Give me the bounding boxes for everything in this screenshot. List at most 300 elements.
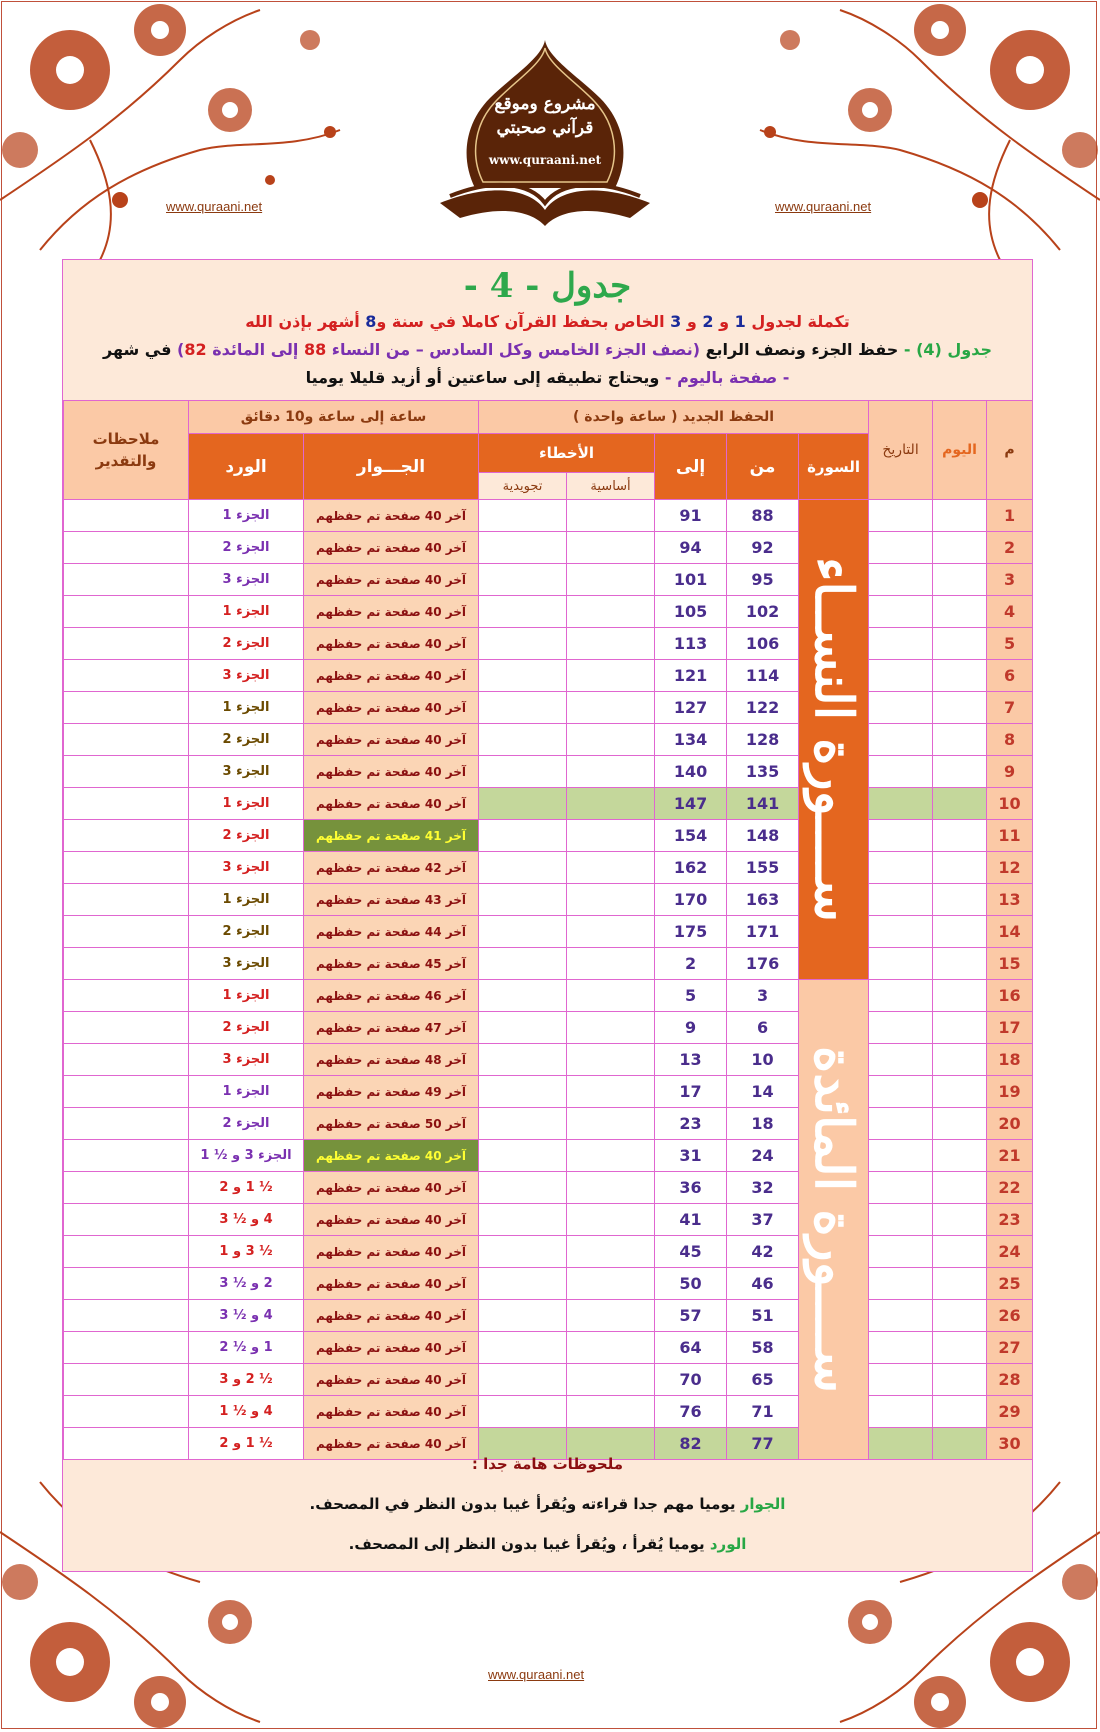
basic-mistakes-cell[interactable] (567, 532, 655, 564)
tajweed-mistakes-cell[interactable] (479, 884, 567, 916)
col-date: التاريخ (869, 401, 933, 500)
row-number: 29 (987, 1396, 1033, 1428)
floral-corner-top-right (720, 0, 1100, 260)
notes-cell[interactable] (64, 1108, 189, 1140)
wird-cell: الجزء 1 (189, 980, 304, 1012)
day-cell[interactable] (933, 564, 987, 596)
date-cell[interactable] (869, 1332, 933, 1364)
tajweed-mistakes-cell[interactable] (479, 1236, 567, 1268)
table-row (64, 1044, 1033, 1076)
notes-cell[interactable] (64, 1076, 189, 1108)
day-cell[interactable] (933, 596, 987, 628)
note-jiwar: الجوار يوميا مهم جدا قراءته ويُقرأ غيبا بدون النظر في المصحف. (309, 1495, 786, 1513)
date-cell[interactable] (869, 884, 933, 916)
notes-cell[interactable] (64, 884, 189, 916)
to-page: 127 (655, 692, 727, 724)
date-cell[interactable] (869, 852, 933, 884)
to-page: 41 (655, 1204, 727, 1236)
notes-cell[interactable] (64, 1268, 189, 1300)
from-page: 10 (727, 1044, 799, 1076)
basic-mistakes-cell[interactable] (567, 916, 655, 948)
tajweed-mistakes-cell[interactable] (479, 660, 567, 692)
tajweed-mistakes-cell[interactable] (479, 1044, 567, 1076)
tajweed-mistakes-cell[interactable] (479, 564, 567, 596)
day-cell[interactable] (933, 1268, 987, 1300)
notes-cell[interactable] (64, 660, 189, 692)
basic-mistakes-cell[interactable] (567, 1012, 655, 1044)
tajweed-mistakes-cell[interactable] (479, 1076, 567, 1108)
wird-cell: الجزء 1 (189, 500, 304, 532)
basic-mistakes-cell[interactable] (567, 1140, 655, 1172)
tajweed-mistakes-cell[interactable] (479, 756, 567, 788)
day-cell[interactable] (933, 532, 987, 564)
from-page: 51 (727, 1300, 799, 1332)
col-wird: الورد (189, 434, 304, 500)
day-cell[interactable] (933, 1364, 987, 1396)
schedule-table-wrap (63, 400, 1032, 1460)
note-wird: الورد يوميا يُقرأ ، ويُقرأ غيبا بدون النظر إلى المصحف. (348, 1535, 747, 1553)
row-number: 8 (987, 724, 1033, 756)
wird-cell: الجزء 1 (189, 884, 304, 916)
wird-cell: ½ 3 و 1 (189, 1236, 304, 1268)
day-cell[interactable] (933, 1076, 987, 1108)
jiwar-cell: آخر 40 صفحة تم حفظهم (304, 564, 479, 596)
table-row (64, 852, 1033, 884)
jiwar-cell: آخر 40 صفحة تم حفظهم (304, 500, 479, 532)
notes-cell[interactable] (64, 756, 189, 788)
notes-cell[interactable] (64, 852, 189, 884)
row-number: 3 (987, 564, 1033, 596)
to-page: 2 (655, 948, 727, 980)
row-number: 21 (987, 1140, 1033, 1172)
table-row (64, 1172, 1033, 1204)
to-page: 162 (655, 852, 727, 884)
date-cell[interactable] (869, 1012, 933, 1044)
day-cell[interactable] (933, 916, 987, 948)
day-cell[interactable] (933, 1044, 987, 1076)
table-row (64, 1204, 1033, 1236)
tajweed-mistakes-cell[interactable] (479, 916, 567, 948)
tajweed-mistakes-cell[interactable] (479, 724, 567, 756)
day-cell[interactable] (933, 1332, 987, 1364)
day-cell[interactable] (933, 948, 987, 980)
from-page: 95 (727, 564, 799, 596)
jiwar-cell: آخر 40 صفحة تم حفظهم (304, 692, 479, 724)
tajweed-mistakes-cell[interactable] (479, 1108, 567, 1140)
row-number: 7 (987, 692, 1033, 724)
tajweed-mistakes-cell[interactable] (479, 532, 567, 564)
date-cell[interactable] (869, 724, 933, 756)
basic-mistakes-cell[interactable] (567, 692, 655, 724)
jiwar-cell: آخر 40 صفحة تم حفظهم (304, 724, 479, 756)
to-page: 101 (655, 564, 727, 596)
col-mistakes: الأخطاء (479, 434, 655, 473)
jiwar-cell: آخر 45 صفحة تم حفظهم (304, 948, 479, 980)
wird-cell: الجزء 2 (189, 1012, 304, 1044)
wird-cell: الجزء 3 (189, 564, 304, 596)
row-number: 27 (987, 1332, 1033, 1364)
basic-mistakes-cell[interactable] (567, 660, 655, 692)
table-row (64, 596, 1033, 628)
surah-maidah-label: ســــورة المائدة (799, 980, 869, 1460)
jiwar-cell: آخر 40 صفحة تم حفظهم (304, 660, 479, 692)
date-cell[interactable] (869, 628, 933, 660)
tajweed-mistakes-cell[interactable] (479, 948, 567, 980)
day-cell[interactable] (933, 820, 987, 852)
wird-cell: الجزء 3 و ½ 1 (189, 1140, 304, 1172)
wird-cell: ½ 2 و 3 (189, 1364, 304, 1396)
jiwar-cell: آخر 40 صفحة تم حفظهم (304, 1396, 479, 1428)
tajweed-mistakes-cell[interactable] (479, 1172, 567, 1204)
table-row (64, 1364, 1033, 1396)
date-cell[interactable] (869, 820, 933, 852)
date-cell[interactable] (869, 980, 933, 1012)
basic-mistakes-cell[interactable] (567, 1300, 655, 1332)
table-row (64, 1268, 1033, 1300)
day-cell[interactable] (933, 1108, 987, 1140)
date-cell[interactable] (869, 1396, 933, 1428)
from-page: 148 (727, 820, 799, 852)
date-cell[interactable] (869, 1268, 933, 1300)
notes-section (63, 1451, 1032, 1553)
tajweed-mistakes-cell[interactable] (479, 1364, 567, 1396)
day-cell[interactable] (933, 1396, 987, 1428)
jiwar-cell: آخر 40 صفحة تم حفظهم (304, 788, 479, 820)
day-cell[interactable] (933, 1012, 987, 1044)
table-row (64, 724, 1033, 756)
notes-cell[interactable] (64, 1172, 189, 1204)
wird-cell: 4 و ½ 3 (189, 1204, 304, 1236)
row-number: 17 (987, 1012, 1033, 1044)
day-cell[interactable] (933, 1140, 987, 1172)
to-page: 64 (655, 1332, 727, 1364)
basic-mistakes-cell[interactable] (567, 628, 655, 660)
day-cell[interactable] (933, 1236, 987, 1268)
from-page: 24 (727, 1140, 799, 1172)
day-cell[interactable] (933, 1300, 987, 1332)
day-cell[interactable] (933, 980, 987, 1012)
from-page: 77 (727, 1428, 799, 1460)
basic-mistakes-cell[interactable] (567, 1108, 655, 1140)
logo-url: www.quraani.net (488, 153, 602, 167)
basic-mistakes-cell[interactable] (567, 724, 655, 756)
tajweed-mistakes-cell[interactable] (479, 820, 567, 852)
row-number: 9 (987, 756, 1033, 788)
row-number: 14 (987, 916, 1033, 948)
jiwar-cell: آخر 48 صفحة تم حفظهم (304, 1044, 479, 1076)
site-link-left[interactable]: www.quraani.net (166, 199, 263, 214)
notes-cell[interactable] (64, 1236, 189, 1268)
day-cell[interactable] (933, 692, 987, 724)
notes-title: ملحوظات هامة جدا : (471, 1455, 624, 1473)
notes-cell[interactable] (64, 692, 189, 724)
wird-cell: الجزء 3 (189, 756, 304, 788)
notes-cell[interactable] (64, 820, 189, 852)
from-page: 42 (727, 1236, 799, 1268)
jiwar-cell: آخر 40 صفحة تم حفظهم (304, 1364, 479, 1396)
row-number: 11 (987, 820, 1033, 852)
day-cell[interactable] (933, 1204, 987, 1236)
date-cell[interactable] (869, 1108, 933, 1140)
notes-cell[interactable] (64, 596, 189, 628)
wird-cell: الجزء 3 (189, 852, 304, 884)
basic-mistakes-cell[interactable] (567, 884, 655, 916)
date-cell[interactable] (869, 532, 933, 564)
notes-cell[interactable] (64, 532, 189, 564)
tajweed-mistakes-cell[interactable] (479, 1204, 567, 1236)
wird-cell: الجزء 2 (189, 916, 304, 948)
date-cell[interactable] (869, 692, 933, 724)
notes-cell[interactable] (64, 1300, 189, 1332)
date-cell[interactable] (869, 1300, 933, 1332)
notes-cell[interactable] (64, 1364, 189, 1396)
table-row (64, 1140, 1033, 1172)
site-link-bottom[interactable]: www.quraani.net (488, 1667, 585, 1682)
day-cell[interactable] (933, 628, 987, 660)
from-page: 18 (727, 1108, 799, 1140)
jiwar-cell: آخر 49 صفحة تم حفظهم (304, 1076, 479, 1108)
logo-line1: مشروع وموقع (494, 94, 596, 114)
notes-cell[interactable] (64, 948, 189, 980)
day-cell[interactable] (933, 756, 987, 788)
row-number: 5 (987, 628, 1033, 660)
row-number: 16 (987, 980, 1033, 1012)
day-cell[interactable] (933, 852, 987, 884)
basic-mistakes-cell[interactable] (567, 1044, 655, 1076)
table-row (64, 1108, 1033, 1140)
wird-cell: الجزء 2 (189, 724, 304, 756)
date-cell[interactable] (869, 788, 933, 820)
jiwar-cell: آخر 40 صفحة تم حفظهم (304, 756, 479, 788)
basic-mistakes-cell[interactable] (567, 564, 655, 596)
jiwar-cell: آخر 40 صفحة تم حفظهم (304, 1428, 479, 1460)
floral-corner-top-left (0, 0, 380, 260)
notes-cell[interactable] (64, 1012, 189, 1044)
row-number: 30 (987, 1428, 1033, 1460)
surah-nisa-label: ســــورة النســاء (799, 500, 869, 980)
to-page: 175 (655, 916, 727, 948)
from-page: 46 (727, 1268, 799, 1300)
table-row (64, 820, 1033, 852)
wird-cell: 1 و ½ 2 (189, 1332, 304, 1364)
tajweed-mistakes-cell[interactable] (479, 1012, 567, 1044)
wird-cell: الجزء 1 (189, 596, 304, 628)
jiwar-cell: آخر 42 صفحة تم حفظهم (304, 852, 479, 884)
basic-mistakes-cell[interactable] (567, 596, 655, 628)
table-row (64, 1332, 1033, 1364)
wird-cell: الجزء 3 (189, 948, 304, 980)
basic-mistakes-cell[interactable] (567, 1236, 655, 1268)
schedule-header (63, 260, 1032, 400)
date-cell[interactable] (869, 660, 933, 692)
tajweed-mistakes-cell[interactable] (479, 1396, 567, 1428)
day-cell[interactable] (933, 724, 987, 756)
to-page: 140 (655, 756, 727, 788)
date-cell[interactable] (869, 1172, 933, 1204)
basic-mistakes-cell[interactable] (567, 980, 655, 1012)
to-page: 23 (655, 1108, 727, 1140)
date-cell[interactable] (869, 916, 933, 948)
to-page: 134 (655, 724, 727, 756)
to-page: 57 (655, 1300, 727, 1332)
basic-mistakes-cell[interactable] (567, 1076, 655, 1108)
date-cell[interactable] (869, 1236, 933, 1268)
col-review-time: ساعة إلى ساعة و10 دقائق (189, 401, 479, 434)
date-cell[interactable] (869, 948, 933, 980)
tajweed-mistakes-cell[interactable] (479, 500, 567, 532)
header-line-3: - صفحة باليوم - ويحتاج تطبيقه إلى ساعتين أو أزيد قليلا يوميا (305, 368, 790, 387)
from-page: 71 (727, 1396, 799, 1428)
basic-mistakes-cell[interactable] (567, 948, 655, 980)
table-row (64, 1012, 1033, 1044)
basic-mistakes-cell[interactable] (567, 1396, 655, 1428)
basic-mistakes-cell[interactable] (567, 820, 655, 852)
row-number: 6 (987, 660, 1033, 692)
logo (430, 38, 660, 228)
col-tajweed: تجويدية (479, 473, 567, 500)
to-page: 76 (655, 1396, 727, 1428)
basic-mistakes-cell[interactable] (567, 1364, 655, 1396)
tajweed-mistakes-cell[interactable] (479, 1332, 567, 1364)
site-link-right[interactable]: www.quraani.net (775, 199, 872, 214)
notes-cell[interactable] (64, 1396, 189, 1428)
from-page: 163 (727, 884, 799, 916)
jiwar-cell: آخر 41 صفحة تم حفظهم (304, 820, 479, 852)
wird-cell: 4 و ½ 3 (189, 1300, 304, 1332)
date-cell[interactable] (869, 500, 933, 532)
col-surah: السورة (799, 434, 869, 500)
table-row (64, 1300, 1033, 1332)
wird-cell: 2 و ½ 3 (189, 1268, 304, 1300)
basic-mistakes-cell[interactable] (567, 788, 655, 820)
basic-mistakes-cell[interactable] (567, 852, 655, 884)
to-page: 5 (655, 980, 727, 1012)
to-page: 13 (655, 1044, 727, 1076)
tajweed-mistakes-cell[interactable] (479, 692, 567, 724)
notes-cell[interactable] (64, 564, 189, 596)
table-row (64, 756, 1033, 788)
notes-cell[interactable] (64, 1140, 189, 1172)
notes-cell[interactable] (64, 1204, 189, 1236)
notes-cell[interactable] (64, 980, 189, 1012)
to-page: 113 (655, 628, 727, 660)
jiwar-cell: آخر 40 صفحة تم حفظهم (304, 1268, 479, 1300)
wird-cell: الجزء 2 (189, 820, 304, 852)
notes-cell[interactable] (64, 500, 189, 532)
from-page: 88 (727, 500, 799, 532)
row-number: 20 (987, 1108, 1033, 1140)
to-page: 70 (655, 1364, 727, 1396)
row-number: 19 (987, 1076, 1033, 1108)
date-cell[interactable] (869, 564, 933, 596)
jiwar-cell: آخر 40 صفحة تم حفظهم (304, 628, 479, 660)
from-page: 32 (727, 1172, 799, 1204)
table-row (64, 1236, 1033, 1268)
col-notes: ملاحظات والتقدير (64, 401, 189, 500)
day-cell[interactable] (933, 660, 987, 692)
from-page: 106 (727, 628, 799, 660)
basic-mistakes-cell[interactable] (567, 1172, 655, 1204)
jiwar-cell: آخر 40 صفحة تم حفظهم (304, 1236, 479, 1268)
day-cell[interactable] (933, 788, 987, 820)
from-page: 102 (727, 596, 799, 628)
day-cell[interactable] (933, 884, 987, 916)
from-page: 122 (727, 692, 799, 724)
tajweed-mistakes-cell[interactable] (479, 596, 567, 628)
notes-cell[interactable] (64, 724, 189, 756)
row-number: 24 (987, 1236, 1033, 1268)
table-row (64, 660, 1033, 692)
tajweed-mistakes-cell[interactable] (479, 1300, 567, 1332)
to-page: 91 (655, 500, 727, 532)
tajweed-mistakes-cell[interactable] (479, 1268, 567, 1300)
basic-mistakes-cell[interactable] (567, 756, 655, 788)
basic-mistakes-cell[interactable] (567, 500, 655, 532)
day-cell[interactable] (933, 500, 987, 532)
wird-cell: ½ 1 و 2 (189, 1172, 304, 1204)
from-page: 135 (727, 756, 799, 788)
notes-cell[interactable] (64, 628, 189, 660)
basic-mistakes-cell[interactable] (567, 1268, 655, 1300)
basic-mistakes-cell[interactable] (567, 1332, 655, 1364)
table-row (64, 1076, 1033, 1108)
to-page: 147 (655, 788, 727, 820)
to-page: 121 (655, 660, 727, 692)
day-cell[interactable] (933, 1172, 987, 1204)
to-page: 9 (655, 1012, 727, 1044)
from-page: 176 (727, 948, 799, 980)
date-cell[interactable] (869, 1364, 933, 1396)
logo-line2: قرآني صحبتي (496, 118, 594, 138)
tajweed-mistakes-cell[interactable] (479, 628, 567, 660)
notes-cell[interactable] (64, 916, 189, 948)
date-cell[interactable] (869, 1204, 933, 1236)
to-page: 170 (655, 884, 727, 916)
schedule-table (63, 400, 1033, 1460)
jiwar-cell: آخر 47 صفحة تم حفظهم (304, 1012, 479, 1044)
date-cell[interactable] (869, 756, 933, 788)
jiwar-cell: آخر 40 صفحة تم حفظهم (304, 1204, 479, 1236)
from-page: 58 (727, 1332, 799, 1364)
notes-cell[interactable] (64, 1332, 189, 1364)
wird-cell: الجزء 2 (189, 628, 304, 660)
col-to: إلى (655, 434, 727, 500)
from-page: 6 (727, 1012, 799, 1044)
notes-cell[interactable] (64, 1044, 189, 1076)
row-number: 13 (987, 884, 1033, 916)
col-new-hifz: الحفظ الجديد ( ساعة واحدة ) (479, 401, 869, 434)
row-number: 10 (987, 788, 1033, 820)
from-page: 3 (727, 980, 799, 1012)
jiwar-cell: آخر 40 صفحة تم حفظهم (304, 532, 479, 564)
page-title: جدول - 4 - (463, 266, 632, 306)
tajweed-mistakes-cell[interactable] (479, 788, 567, 820)
from-page: 171 (727, 916, 799, 948)
tajweed-mistakes-cell[interactable] (479, 1140, 567, 1172)
date-cell[interactable] (869, 1044, 933, 1076)
tajweed-mistakes-cell[interactable] (479, 852, 567, 884)
row-number: 25 (987, 1268, 1033, 1300)
basic-mistakes-cell[interactable] (567, 1204, 655, 1236)
from-page: 37 (727, 1204, 799, 1236)
col-jiwar: الجـــوار (304, 434, 479, 500)
date-cell[interactable] (869, 596, 933, 628)
to-page: 154 (655, 820, 727, 852)
notes-cell[interactable] (64, 788, 189, 820)
date-cell[interactable] (869, 1076, 933, 1108)
date-cell[interactable] (869, 1140, 933, 1172)
tajweed-mistakes-cell[interactable] (479, 980, 567, 1012)
